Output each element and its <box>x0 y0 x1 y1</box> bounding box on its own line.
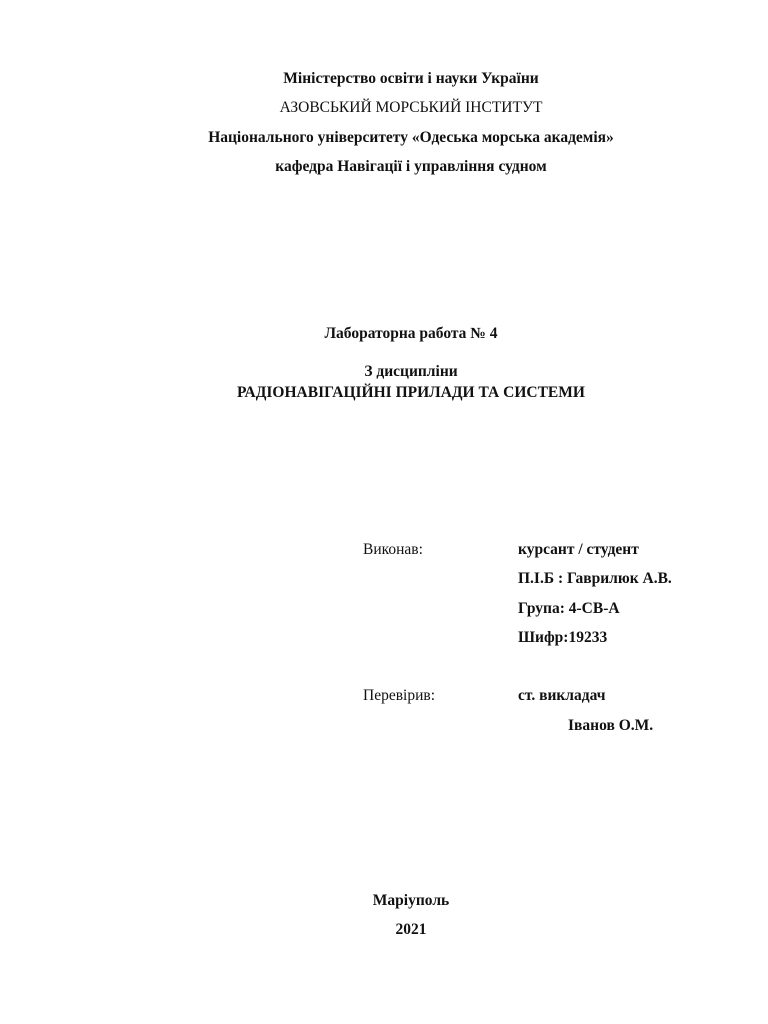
performed-name: П.І.Б : Гаврилюк А.В. <box>518 570 672 587</box>
discipline-name: РАДІОНАВІГАЦІЙНІ ПРИЛАДИ ТА СИСТЕМИ <box>237 384 585 401</box>
checked-role: ст. викладач <box>518 687 606 704</box>
institute-line: АЗОВСЬКИЙ МОРСЬКИЙ ІНСТИТУТ <box>279 99 543 116</box>
checked-label: Перевірив: <box>363 687 435 704</box>
discipline-intro: З дисципліни <box>364 363 458 380</box>
performed-group: Група: 4-СВ-А <box>518 600 620 617</box>
university-line: Національного університету «Одеська морська академія» <box>208 129 614 146</box>
checked-name: Іванов О.М. <box>568 717 654 734</box>
performed-code: Шифр:19233 <box>518 629 608 646</box>
performed-label: Виконав: <box>363 541 423 558</box>
city-line: Маріуполь <box>372 892 450 909</box>
work-title: Лабораторна работа № 4 <box>324 325 498 342</box>
department-line: кафедра Навігації і управління судном <box>275 158 547 175</box>
performed-role: курсант / студент <box>518 541 639 558</box>
year-line: 2021 <box>395 921 427 938</box>
ministry-line: Міністерство освіти і науки України <box>283 70 539 87</box>
